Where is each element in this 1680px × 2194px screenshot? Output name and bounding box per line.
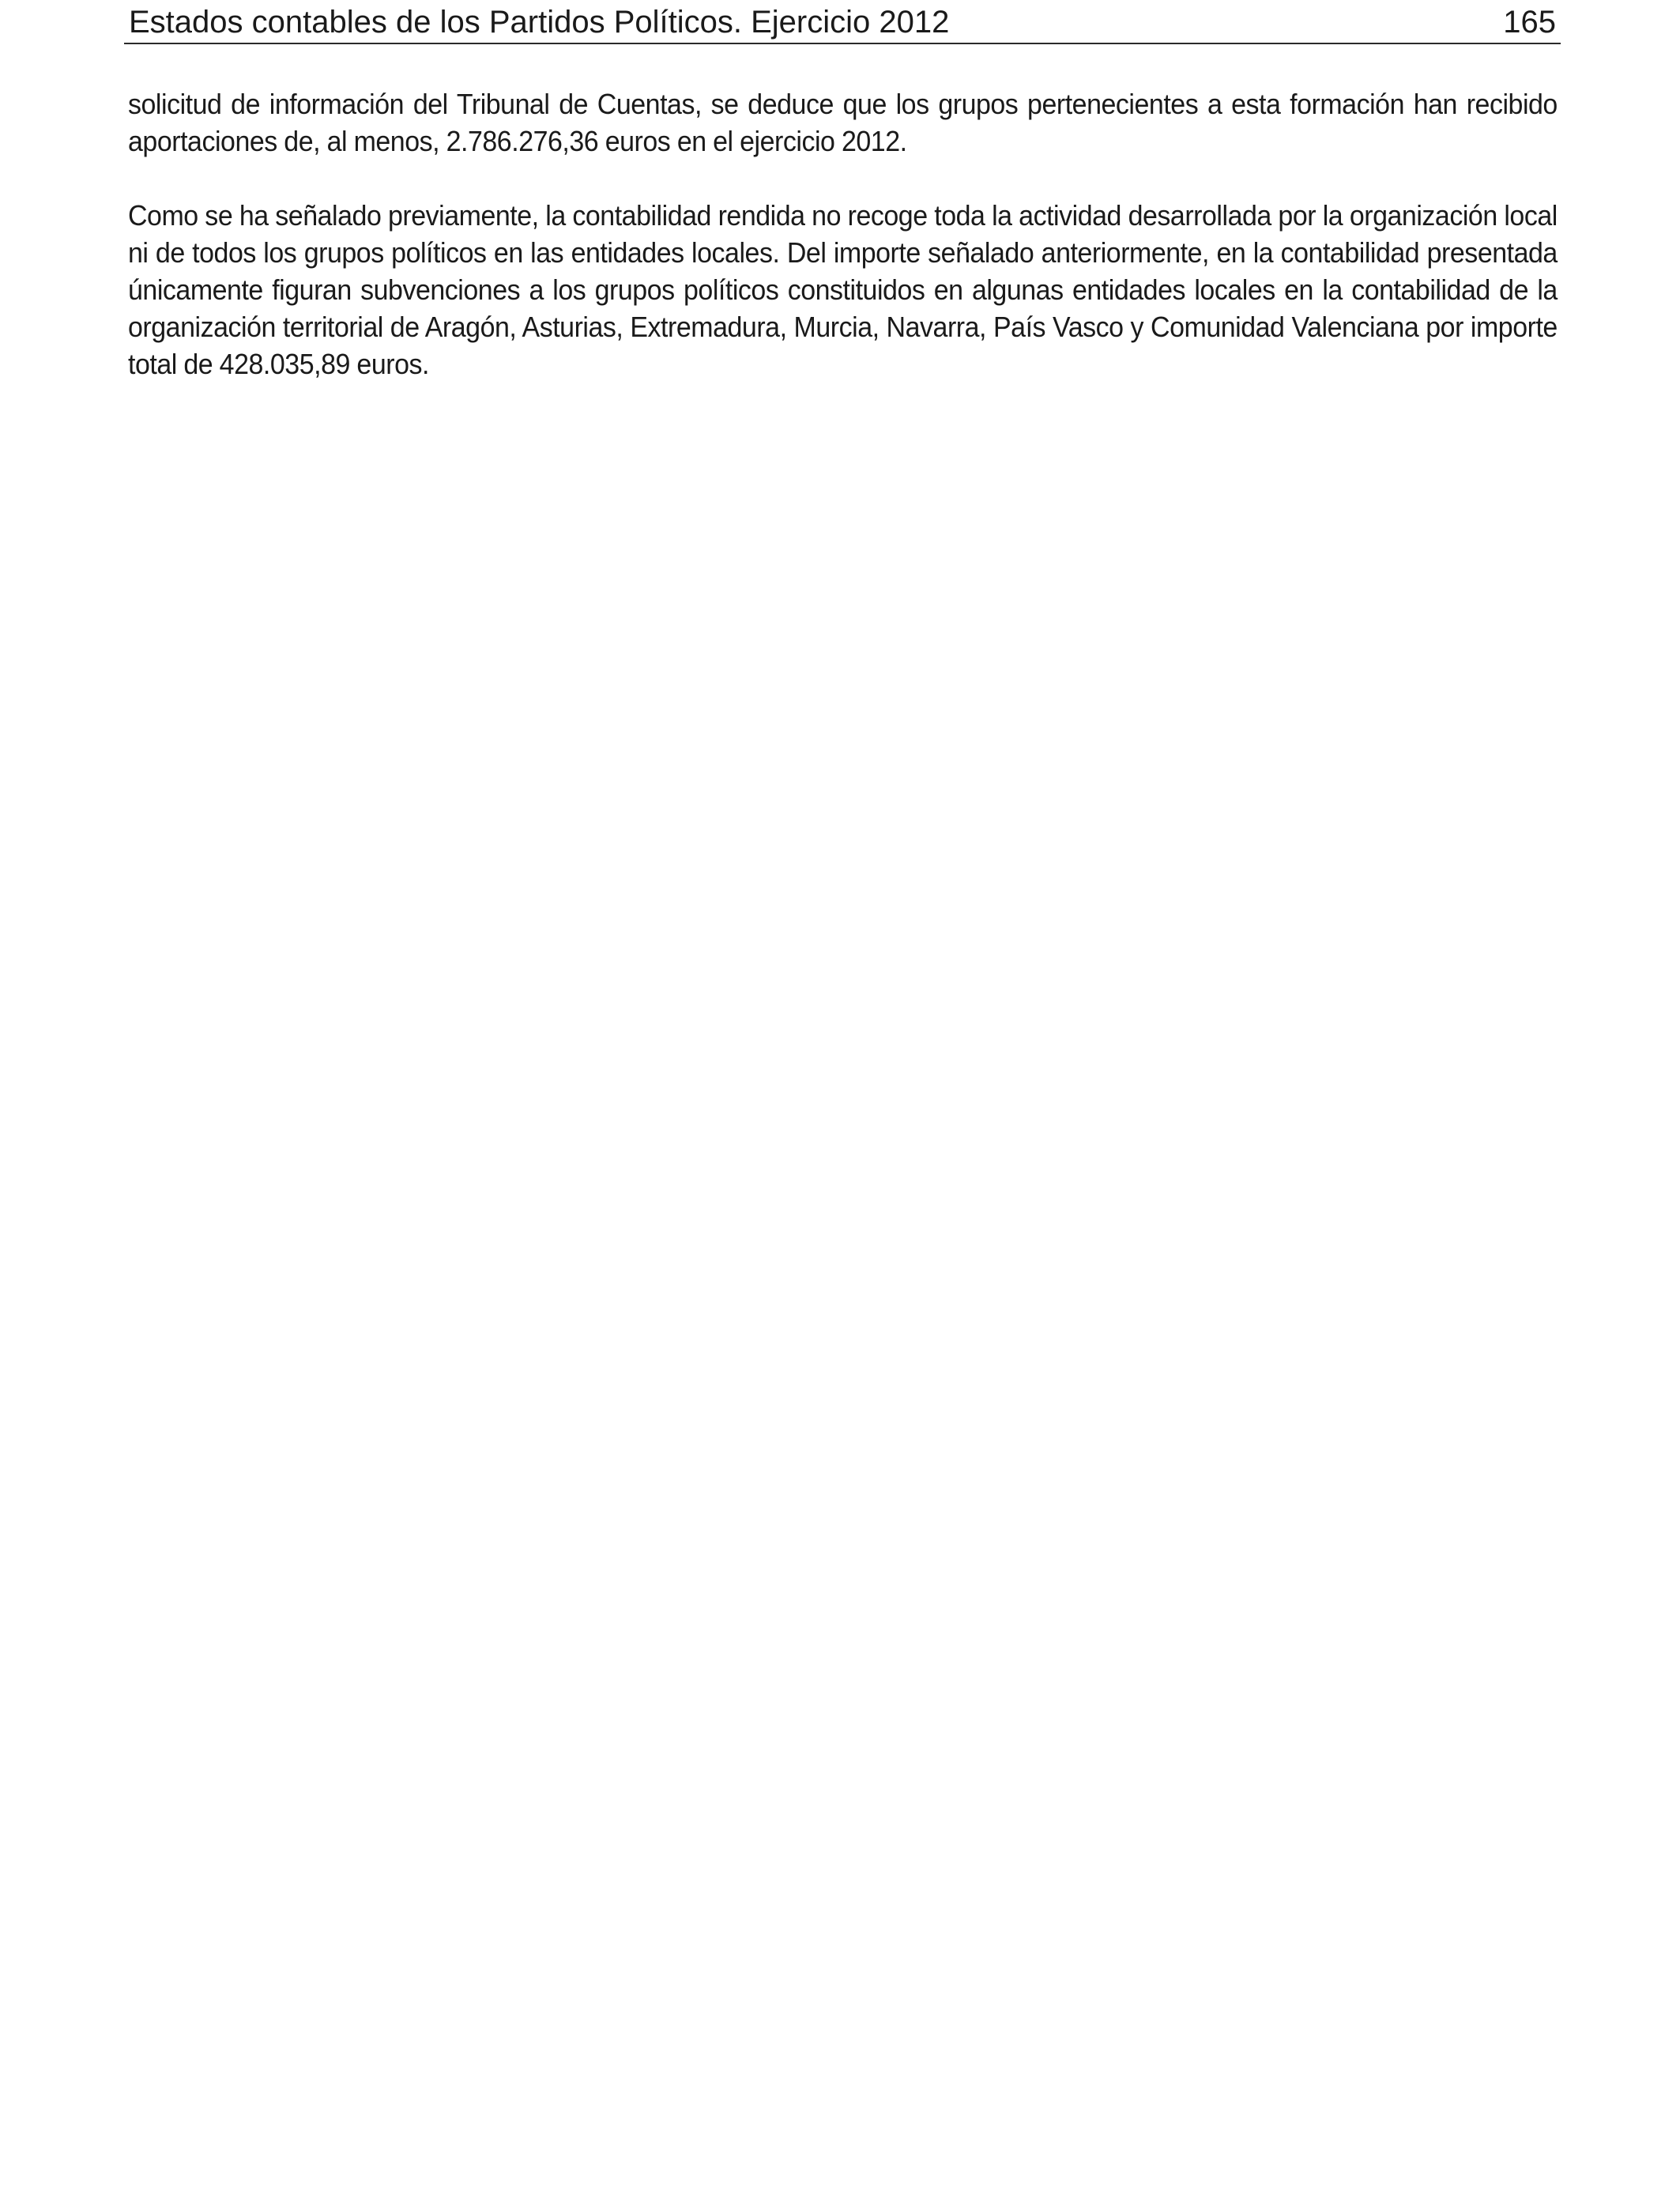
page-number: 165	[1503, 5, 1556, 40]
running-header	[124, 0, 1561, 44]
paragraph-1: solicitud de información del Tribunal de Cuentas, se deduce que los grupos pertenecientes a esta formación han recibido aportaciones de, al menos, 2.786.276,36 euros en el ejercicio 2012.	[128, 88, 1558, 157]
paragraph-2: Como se ha señalado previamente, la contabilidad rendida no recoge toda la actividad desarrollada por la organización local ni de todos los grupos políticos en las entidades locales. Del importe señalado anteriormente, en la contabilidad presentada únicamente figuran subvenciones a los grupos políticos constituidos en algunas entidades locales en la contabilidad de la organización territorial de Aragón, Asturias, Extremadura, Murcia, Navarra, País Vasco y Comunidad Valenciana por importe total de 428.035,89 euros.	[128, 199, 1558, 380]
body-text	[128, 85, 1558, 383]
header-title: Estados contables de los Partidos Políticos. Ejercicio 2012	[129, 5, 950, 40]
